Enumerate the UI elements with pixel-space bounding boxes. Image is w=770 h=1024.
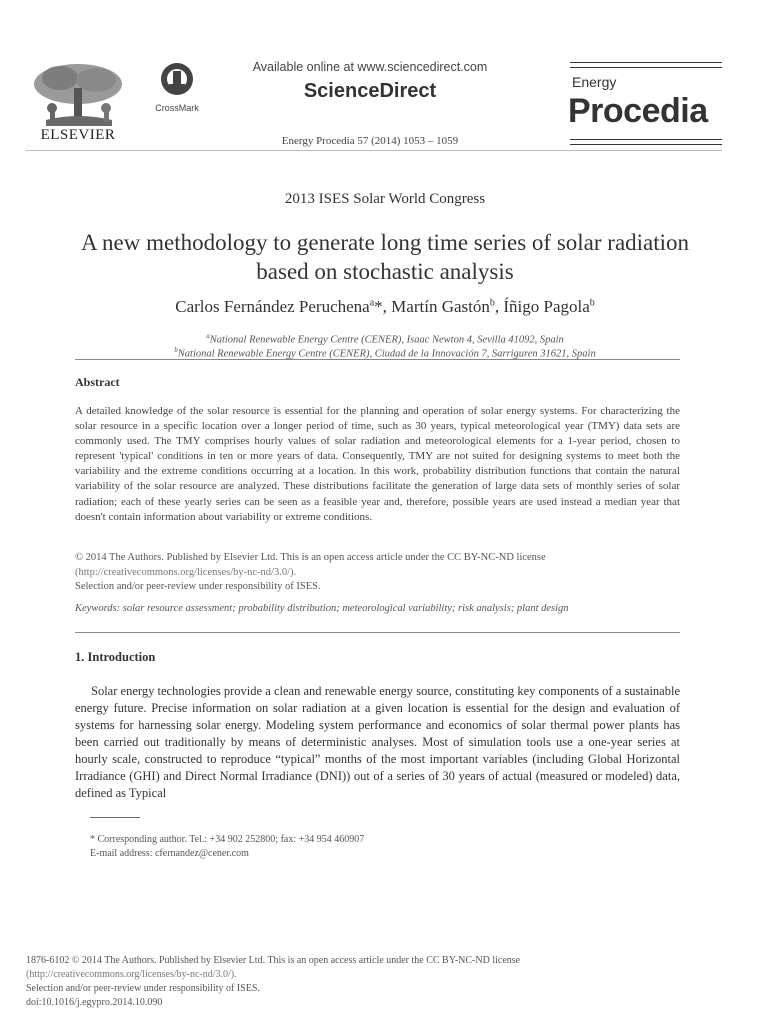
author-email[interactable]: E-mail address: cfernandez@cener.com xyxy=(90,848,249,859)
footer-issn-copyright: 1876-6102 © 2014 The Authors. Published by Elsevier Ltd. This is an open access article under the CC BY-NC-ND license xyxy=(26,955,521,966)
author-name: Íñigo Pagola xyxy=(503,297,590,316)
peer-review-line: Selection and/or peer-review under responsibility of ISES. xyxy=(75,581,321,592)
crossmark-label: CrossMark xyxy=(155,103,199,113)
footnote-divider xyxy=(90,817,140,818)
author-affil-sup: b xyxy=(489,297,495,309)
journal-logo-energy: Energy xyxy=(572,74,617,90)
footer-peer-review: Selection and/or peer-review under responsibility of ISES. xyxy=(26,983,260,994)
copyright-block xyxy=(75,551,680,595)
intro-heading: 1. Introduction xyxy=(75,650,156,664)
journal-logo-procedia: Procedia xyxy=(568,92,708,130)
congress-name: 2013 ISES Solar World Congress xyxy=(284,191,486,207)
page-footer xyxy=(26,954,746,1010)
author-separator: , xyxy=(494,297,504,316)
crossmark-icon xyxy=(160,62,194,96)
author-separator: *, xyxy=(374,297,392,316)
keywords: Keywords: solar resource assessment; probability distribution; meteorological variability; risk analysis; plant design xyxy=(75,603,569,614)
journal-reference: Energy Procedia 57 (2014) 1053 – 1059 xyxy=(281,135,459,147)
footer-license-link[interactable]: (http://creativecommons.org/licenses/by-nc-nd/3.0/). xyxy=(26,969,237,980)
corresponding-author-note: * Corresponding author. Tel.: +34 902 252800; fax: +34 954 460907 xyxy=(90,834,365,845)
sciencedirect-logo-text: ScienceDirect xyxy=(303,80,437,102)
footer-doi[interactable]: doi:10.1016/j.egypro.2014.10.090 xyxy=(26,997,163,1008)
section-divider xyxy=(75,359,680,360)
affiliation-sup: b xyxy=(174,346,178,354)
author-name: Martín Gastón xyxy=(391,297,490,316)
abstract-body: A detailed knowledge of the solar resource is essential for the planning and operation of solar energy systems. For characterizing the solar resource in a specific location over a longer period of time, such as 30 years, typical meteorological year (TMY) data sets are commonly used. The TMY comprises hourly values of solar radiation and meteorological elements for a 1-year period, chosen to represent 'typical' conditions in ten or more years of data. Consequently, TMY are not suited for designing systems to meet both the variability and the extreme conditions occurring at a location. In this work, probability distribution functions that contain the natural variability of the solar resource are analyzed. These distributions facilitate the generation of large data sets of monthly series of solar radiation; each of these yearly series can be seen as a feasible year and, therefore, possible years are used instead a median year that doesn't contain information about variability or extreme conditions. xyxy=(75,405,680,523)
license-link[interactable]: (http://creativecommons.org/licenses/by-nc-nd/3.0/). xyxy=(75,566,297,578)
affiliation-sup: a xyxy=(206,332,210,340)
copyright-line: © 2014 The Authors. Published by Elsevier Ltd. This is an open access article under the CC BY-NC-ND license xyxy=(75,552,546,563)
affiliation-a xyxy=(0,332,770,346)
affiliation-text: National Renewable Energy Centre (CENER), Isaac Newton 4, Sevilla 41092, Spain xyxy=(209,334,564,346)
intro-text: Solar energy technologies provide a clean and renewable energy source, constituting key components of a sustainable energy future. Precise information on solar radiation at a given location is essential for the design and evaluation of systems for harnessing solar energy. Modeling system performance and economics of solar thermal power plants has been carried out traditionally by means of deterministic analyses. Most of simulation tools use a one-year series at hourly scale, constructed to reproduce “typical” months of the most important variables (including Global Horizontal Irradiance (GHI) and Direct Normal Irradiance (DNI)) out of a series of 30 years of actual (measured or modeled) data, defined as Typical xyxy=(75,684,680,800)
publisher-name: ELSEVIER xyxy=(40,127,116,143)
intro-paragraph xyxy=(75,683,680,802)
abstract-heading: Abstract xyxy=(75,375,120,389)
available-online-text: Available online at www.sciencedirect.com xyxy=(252,60,488,74)
author-affil-sup: a xyxy=(369,297,375,309)
author-affil-sup: b xyxy=(589,297,595,309)
article-title: A new methodology to generate long time series of solar radiation based on stochastic analysis xyxy=(80,230,690,284)
crossmark-badge[interactable] xyxy=(154,62,200,113)
author-name: Carlos Fernández Peruchena xyxy=(175,297,370,316)
affiliation-text: National Renewable Energy Centre (CENER), Ciudad de la Innovación 7, Sarriguren 31621, Spain xyxy=(177,348,596,360)
affiliation-b xyxy=(0,346,770,360)
journal-logo-rule-bottom xyxy=(570,139,722,145)
journal-logo-rule-top xyxy=(570,62,722,68)
header-divider xyxy=(26,150,722,151)
section-divider xyxy=(75,632,680,633)
author-list xyxy=(0,297,770,317)
